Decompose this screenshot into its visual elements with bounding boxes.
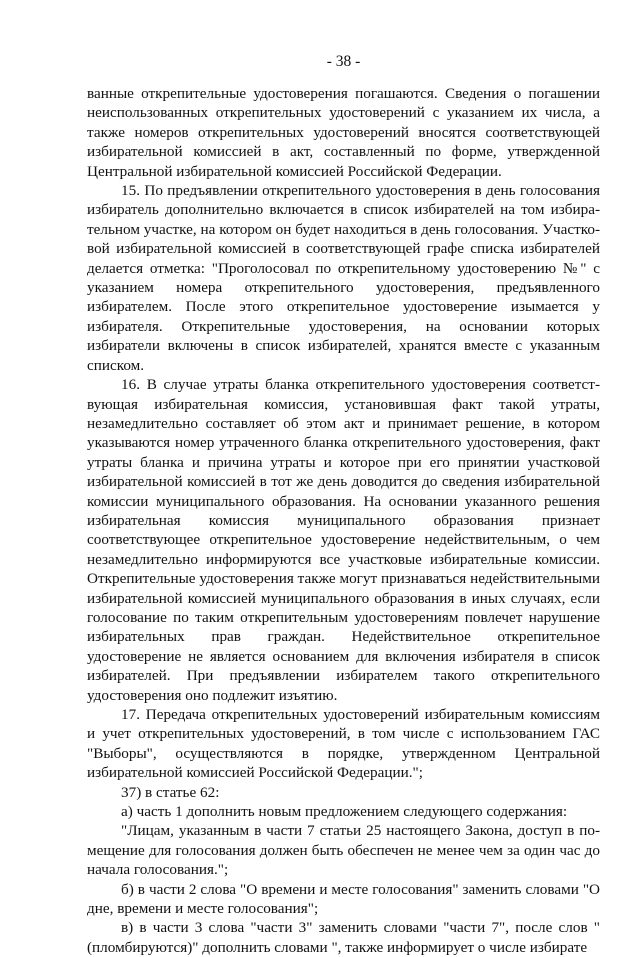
document-page (87, 52, 600, 957)
paragraph-continuation: ванные открепительные удостоверения погашаются. Сведения о погашении неиспользованных открепительных удостоверений с указанием их числа, а также номеров открепительных удостоверений вносятся соответствующей избирательной комиссией в акт, составленный по форме, утвержденной Центральной избирательной комиссией Российской Федерации. (87, 85, 600, 180)
paragraph-item-16: 16. В случае утраты бланка открепительного удостоверения соответствующая избирательная комиссия, установившая факт такой утраты, незамедлительно составляет об этом акт и принимает решение, в котором указываются номер утраченного бланка открепительного удостоверения, факт утраты бланка и причина утраты и которое при его принятии участковой избирательной комиссией в тот же день доводится до сведения избирательной комиссии муниципального образования. На основании указанного решения избирательная комиссия муниципального образования признает соответствующее открепительное удостоверение недействительным, о чем незамедлительно информируются все участковые избирательные комиссии. Открепительные удостоверения также могут признаваться недействительными избирательной комиссией муниципального образования в иных случаях, если голосование по таким открепительным удостоверениям повлечет нарушение избирательных прав граждан. Недействительное открепительное удостоверение не является основанием для включения избирателя в список избирателей. При предъявлении избирателем такого открепительного удостоверения оно подлежит изъятию. (87, 376, 600, 704)
paragraph-item-17: 17. Передача открепительных удостоверений избирательным комиссиям и учет открепительных удостоверений, в том числе с использованием ГАС "Выборы", осуществляются в порядке, утвержденном Центральной избирательной комиссией Российской Федерации."; (87, 706, 600, 782)
paragraph-amendment-v: в) в части 3 слова "части 3" заменить словами "части 7", после слов "(пломбируются)" дополнить словами ", также информирует о числе избирате (87, 919, 600, 956)
paragraph-amendment-b: б) в части 2 слова "О времени и месте голосования" заменить словами "О дне, времени и месте голосования"; (87, 880, 600, 918)
page-number: - 38 - (326, 53, 361, 70)
paragraph-item-15: 15. По предъявлении открепительного удостоверения в день голосования избиратель дополнительно включается в список избирателей на том избирательном участке, на котором он будет находиться в день голосования. Участковой избирательной комиссией в соответствующей графе списка избирателей делается отметка: "Проголосовал по открепительному удостоверению №" с указанием номера открепительного удостоверения, предъявленного избирателем. После этого открепительное удостоверение изымается у избирателя. Открепительные удостоверения, на основании которых избиратели включены в список избирателей, хранятся вместе с указанным списком. (87, 182, 600, 374)
paragraph-amendment-a: а) часть 1 дополнить новым предложением следующего содержания: (121, 803, 568, 821)
paragraph-amendment-37: 37) в статье 62: (121, 783, 220, 801)
paragraph-quoted-text: "Лицам, указанным в части 7 статьи 25 настоящего Закона, доступ в помещение для голосования должен быть обеспечен не менее чем за один час до начала голосования."; (87, 822, 600, 879)
